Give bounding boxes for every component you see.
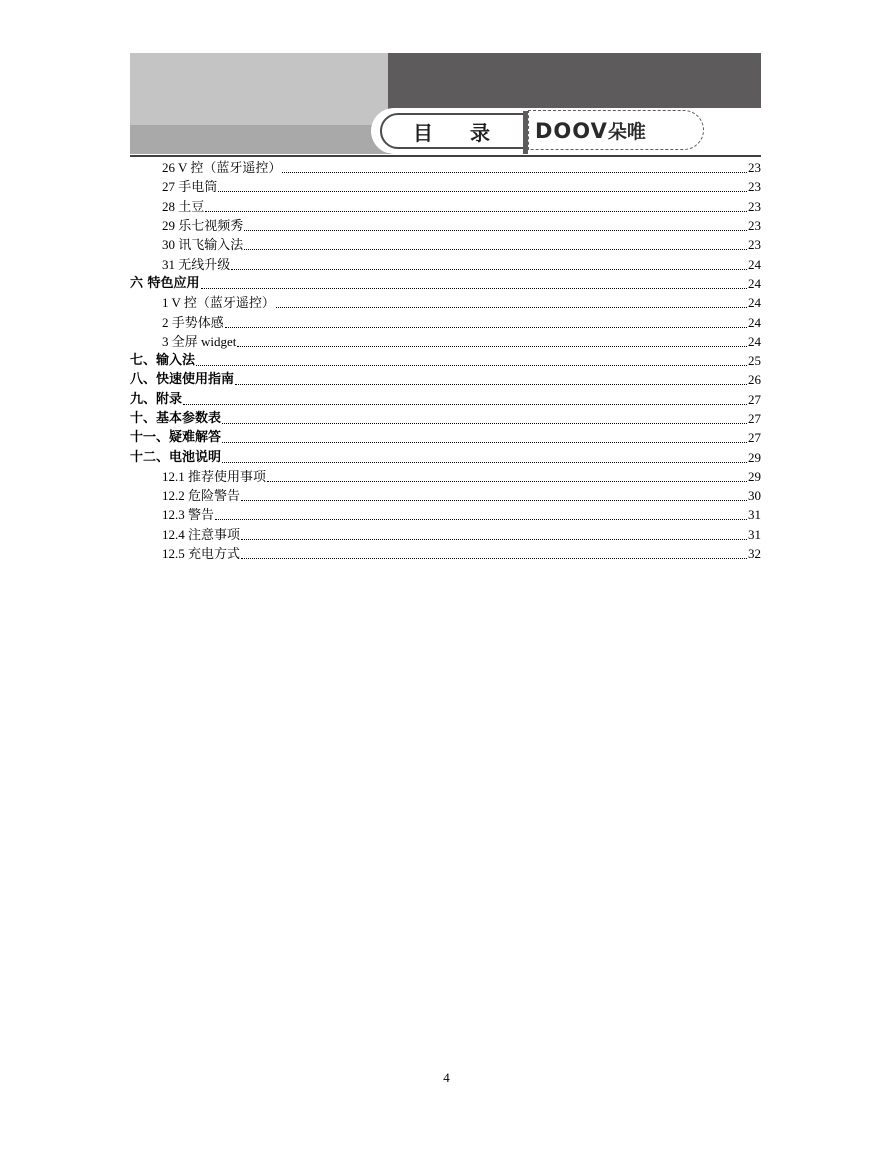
toc-entry-label: 十二、电池说明 — [130, 449, 222, 465]
toc-dot-leader — [235, 372, 747, 385]
toc-entry[interactable] — [130, 525, 761, 544]
toc-dot-leader — [225, 315, 747, 328]
toc-entry[interactable] — [130, 293, 761, 312]
toc-entry-page: 24 — [748, 295, 761, 311]
toc-dot-leader — [183, 392, 747, 405]
toc-entry[interactable] — [130, 177, 761, 196]
toc-entry-label: 十、基本参数表 — [130, 411, 222, 426]
toc-entry-page: 23 — [748, 179, 761, 195]
toc-entry-label: 2 手势体感 — [162, 314, 224, 330]
toc-entry[interactable] — [130, 351, 761, 370]
toc-dot-leader — [231, 257, 747, 270]
toc-entry-label: 28 土豆 — [162, 198, 205, 214]
toc-entry[interactable] — [130, 428, 761, 447]
toc-dot-leader — [241, 527, 747, 540]
toc-entry-label: 八、快速使用指南 — [130, 372, 235, 388]
toc-entry[interactable] — [130, 505, 761, 524]
toc-entry-page: 25 — [748, 353, 761, 369]
toc-entry-label: 九、附录 — [130, 391, 183, 407]
logo-cn: 朵唯 — [607, 121, 646, 143]
toc-dot-leader — [241, 546, 747, 559]
toc-entry-label: 12.4 注意事项 — [162, 526, 241, 542]
doov-logo — [535, 117, 646, 144]
toc-dot-leader — [267, 469, 747, 482]
banner-mid-panel — [130, 125, 388, 154]
toc-entry-label: 12.3 警告 — [162, 507, 215, 523]
page-number: 4 — [443, 1070, 450, 1085]
toc-entry[interactable] — [130, 370, 761, 389]
toc-entry[interactable] — [130, 312, 761, 331]
toc-entry-page: 27 — [748, 391, 761, 407]
toc-dot-leader — [241, 488, 747, 501]
header-title-part2: 录 — [470, 121, 490, 145]
toc-entry-label: 1 V 控（蓝牙遥控） — [162, 295, 275, 311]
toc-entry-page: 27 — [748, 411, 761, 426]
toc-entry[interactable] — [130, 332, 761, 351]
toc-entry-page: 23 — [748, 198, 761, 214]
toc-entry[interactable] — [130, 486, 761, 505]
toc-entry[interactable] — [130, 197, 761, 216]
toc-entry[interactable] — [130, 467, 761, 486]
header-banner — [130, 53, 761, 154]
toc-entry-page: 31 — [748, 507, 761, 523]
table-of-contents — [130, 158, 761, 563]
toc-entry-label: 十一、疑难解答 — [130, 430, 222, 446]
toc-entry-label: 29 乐七视频秀 — [162, 218, 244, 234]
toc-dot-leader — [196, 353, 747, 366]
toc-dot-leader — [201, 276, 747, 289]
toc-entry-page: 29 — [748, 449, 761, 465]
toc-entry[interactable] — [130, 235, 761, 254]
toc-entry[interactable] — [130, 158, 761, 177]
toc-entry-label: 26 V 控（蓝牙遥控） — [162, 160, 282, 176]
toc-entry[interactable] — [130, 390, 761, 409]
toc-dot-leader — [205, 199, 747, 212]
toc-entry[interactable] — [130, 409, 761, 428]
toc-dot-leader — [282, 160, 747, 173]
toc-entry-label: 七、输入法 — [130, 353, 196, 369]
toc-dot-leader — [222, 430, 747, 443]
toc-entry-label: 六 特色应用 — [130, 275, 200, 291]
banner-light-panel — [130, 53, 388, 125]
toc-entry[interactable] — [130, 274, 761, 293]
toc-entry-label: 31 无线升级 — [162, 256, 231, 272]
toc-entry-label: 12.1 推荐使用事项 — [162, 468, 267, 484]
toc-entry-page: 30 — [748, 488, 761, 504]
toc-dot-leader — [244, 218, 747, 231]
toc-entry-page: 24 — [748, 333, 761, 349]
toc-entry-label: 27 手电筒 — [162, 179, 218, 195]
toc-entry-page: 26 — [748, 372, 761, 388]
toc-entry-page: 23 — [748, 218, 761, 234]
toc-entry-label: 12.5 充电方式 — [162, 546, 241, 562]
toc-dot-leader — [218, 179, 747, 192]
logo-latin: DOOV — [535, 119, 608, 143]
toc-entry-page: 24 — [748, 256, 761, 272]
toc-entry[interactable] — [130, 216, 761, 235]
toc-entry-page: 23 — [748, 237, 761, 253]
header-title-part1: 目 — [413, 121, 433, 145]
toc-dot-leader — [215, 507, 747, 520]
toc-dot-leader — [222, 450, 747, 463]
toc-entry-page: 32 — [748, 546, 761, 562]
toc-entry-page: 29 — [748, 468, 761, 484]
toc-dot-leader — [276, 295, 747, 308]
toc-entry-label: 30 讯飞输入法 — [162, 237, 244, 253]
toc-entry-label: 12.2 危险警告 — [162, 488, 241, 504]
toc-dot-leader — [244, 237, 747, 250]
toc-dot-leader — [237, 334, 747, 347]
toc-entry-page: 23 — [748, 160, 761, 176]
toc-entry-page: 24 — [748, 314, 761, 330]
header-rule — [130, 155, 761, 157]
toc-entry[interactable] — [130, 544, 761, 563]
toc-entry-page: 27 — [748, 430, 761, 446]
toc-entry[interactable] — [130, 254, 761, 273]
toc-dot-leader — [222, 411, 747, 424]
toc-entry[interactable] — [130, 447, 761, 466]
toc-entry-page: 24 — [748, 275, 761, 291]
banner-title-outline — [380, 113, 526, 149]
toc-entry-page: 31 — [748, 526, 761, 542]
toc-entry-label: 3 全屏 widget — [162, 333, 237, 349]
